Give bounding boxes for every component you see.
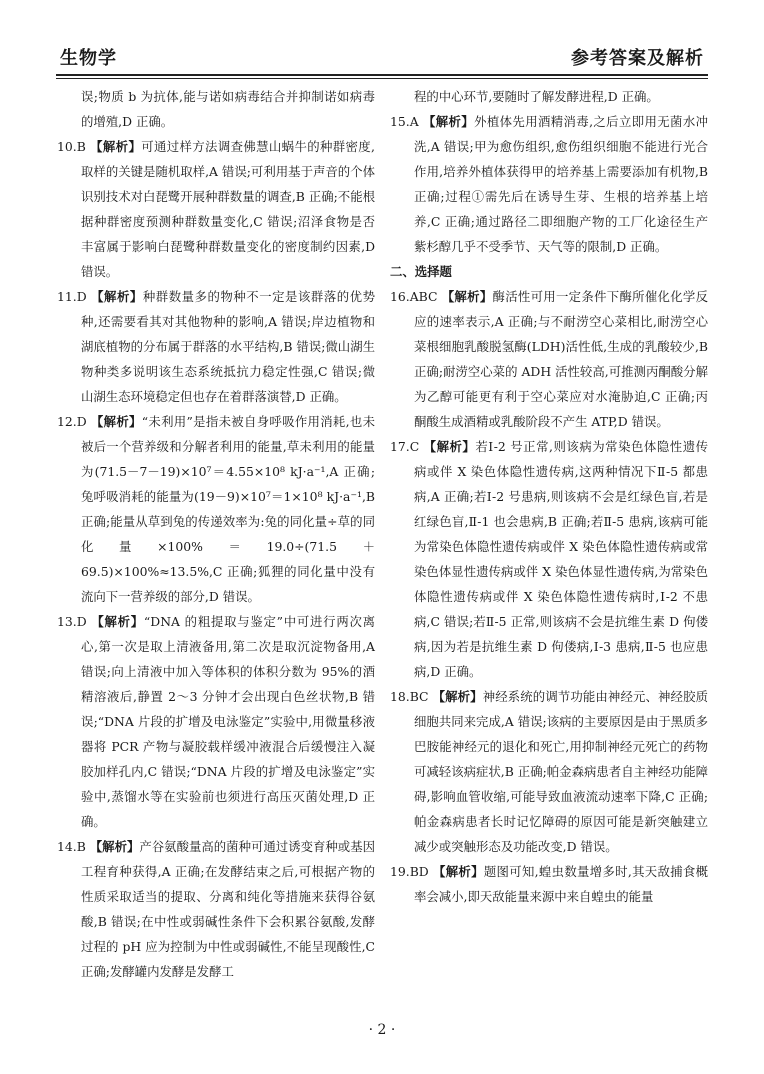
analysis-text: “DNA 的粗提取与鉴定”中可进行两次离心,第一次是取上清液备用,第二次是取沉淀物备用,A 错误;向上清液中加入等体积的体积分数为 95%的酒精溶液后,静置 2～3 分钟才会出现白色丝状物,B 错误;“DNA 片段的扩增及电泳鉴定”实验中,用微量移液器将 PCR 产物与凝胶载样缓冲液混合后缓慢注入凝胶加样孔内,C 错误;“DNA 片段的扩增及电泳鉴定”实验中,蒸馏水等在实验前也须进行高压灭菌处理,D 正确。 xyxy=(81,614,375,829)
answer-item xyxy=(57,609,375,834)
analysis-text: 产谷氨酸量高的菌种可通过诱变育种或基因工程育种获得,A 正确;在发酵结束之后,可根据产物的性质采取适当的提取、分离和纯化等措施来获得谷氨酸,B 错误;在中性或弱碱性条件下会积累谷氨酸,发酵过程的 pH 应为控制为中性或弱碱性,不能呈现酸性,C 正确;发酵罐内发酵是发酵工 xyxy=(81,839,375,979)
answer-number: 11.D xyxy=(57,289,87,304)
analysis-text: 酶活性可用一定条件下酶所催化化学反应的速率表示,A 正确;与不耐涝空心菜相比,耐涝空心菜根细胞乳酸脱氢酶(LDH)活性低,生成的乳酸较少,B 正确;耐涝空心菜的 ADH 活性较高,可推测丙酮酸分解为乙醇可能更有利于空心菜应对水淹胁迫,C 正确;丙酮酸生成酒精或乳酸阶段不产生 ATP,D 错误。 xyxy=(414,289,709,429)
analysis-text: 外植体先用酒精消毒,之后立即用无菌水冲洗,A 错误;甲为愈伤组织,愈伤组织细胞不能进行光合作用,培养外植体获得甲的培养基上需要添加有机物,B 正确;过程①需先后在诱导生芽、生根的培养基上培养,C 正确;通过路径二即细胞产物的工厂化途径生产紫杉醇几乎不受季节、天气等的限制,D 正确。 xyxy=(414,114,708,254)
answer-item xyxy=(57,834,375,984)
right-items-b xyxy=(390,284,708,909)
answer-item xyxy=(390,859,708,909)
analysis-text: 题图可知,蝗虫数量增多时,其天敌捕食概率会减小,即天敌能量来源中来自蝗虫的能量 xyxy=(414,864,708,904)
answer-number: 16.ABC xyxy=(390,289,438,304)
section-title: 参考答案及解析 xyxy=(571,48,704,69)
answer-item xyxy=(390,684,708,859)
analysis-tag: 【解析】 xyxy=(90,139,142,154)
answer-number: 17.C xyxy=(390,439,420,454)
answer-number: 18.BC xyxy=(390,689,429,704)
answer-item xyxy=(390,109,708,259)
answer-item xyxy=(57,134,375,284)
continued-text: 误;物质 b 为抗体,能与诺如病毒结合并抑制诺如病毒的增殖,D 正确。 xyxy=(81,89,375,129)
analysis-tag: 【解析】 xyxy=(433,864,484,879)
answer-number: 13.D xyxy=(57,614,87,629)
analysis-tag: 【解析】 xyxy=(90,414,142,429)
analysis-text: 种群数量多的物种不一定是该群落的优势种,还需要看其对其他物种的影响,A 错误;岸边植物和湖底植物的分布属于群落的水平结构,B 错误;微山湖生物种类多说明该生态系统抵抗力稳定性强,C 错误;微山湖生态环境稳定但也存在着群落演替,D 正确。 xyxy=(81,289,376,404)
answer-number: 10.B xyxy=(57,139,86,154)
left-column xyxy=(57,84,375,984)
analysis-tag: 【解析】 xyxy=(441,289,493,304)
analysis-text: 可通过样方法调查佛慧山蜗牛的种群密度,取样的关键是随机取样,A 错误;可利用基于声音的个体识别技术对白琵鹭开展种群数量的调查,B 正确;不能根据种群密度预测种群数量变化,C 错误;沼泽食物是否丰富属于影响白琵鹭种群数量变化的密度制约因素,D 错误。 xyxy=(81,139,375,279)
answer-number: 14.B xyxy=(57,839,86,854)
answer-item xyxy=(390,284,708,434)
section-heading: 二、选择题 xyxy=(390,264,452,279)
right-column xyxy=(390,84,708,909)
answer-number: 19.BD xyxy=(390,864,429,879)
analysis-tag: 【解析】 xyxy=(89,839,140,854)
answer-item xyxy=(57,284,375,409)
continued-text: 程的中心环节,要随时了解发酵进程,D 正确。 xyxy=(414,89,659,104)
analysis-text: 神经系统的调节功能由神经元、神经胶质细胞共同来完成,A 错误;该病的主要原因是由于黑质多巴胺能神经元的退化和死亡,用抑制神经元死亡的药物可减轻该病症状,B 正确;帕金森病患者自主神经功能障碍,影响血管收缩,可能导致血液流动速率下降,C 正确;帕金森病患者长时记忆障碍的原因可能是新突触建立减少或突触形态及功能改变,D 错误。 xyxy=(414,689,708,854)
page-header xyxy=(56,44,708,72)
answer-number: 12.D xyxy=(57,414,87,429)
analysis-text: 若Ⅰ-2 号正常,则该病为常染色体隐性遗传病或伴 X 染色体隐性遗传病,这两种情况下Ⅱ-5 都患病,A 正确;若Ⅰ-2 号患病,则该病不会是红绿色盲,若是红绿色盲,Ⅱ-1 也会患病,B 正确;若Ⅱ-5 患病,该病可能为常染色体隐性遗传病或伴 X 染色体隐性遗传病或常染色体显性遗传病或伴 X 染色体显性遗传病,为常染色体隐性遗传病或伴 X 染色体隐性遗传病时,Ⅰ-2 不患病,C 错误;若Ⅱ-5 正常,则该病不会是抗维生素 D 佝偻病,因为若是抗维生素 D 佝偻病,Ⅰ-3 患病,Ⅱ-5 也应患病,D 正确。 xyxy=(414,439,709,679)
header-rule-thin xyxy=(56,78,708,79)
analysis-tag: 【解析】 xyxy=(91,289,143,304)
analysis-text: “未利用”是指未被自身呼吸作用消耗,也未被后一个营养级和分解者利用的能量,草未利用的能量为(71.5－7－19)×10⁷＝4.55×10⁸ kJ·a⁻¹,A 正确;兔呼吸消耗的能量为(19－9)×10⁷＝1×10⁸ kJ·a⁻¹,B 正确;能量从草到兔的传递效率为:兔的同化量÷草的同化量×100%＝19.0÷(71.5＋69.5)×100%≈13.5%,C 正确;狐狸的同化量中没有流向下一营养级的部分,D 错误。 xyxy=(81,414,375,604)
left-items xyxy=(57,134,375,984)
page-number: · 2 · xyxy=(368,1022,396,1038)
subject-title: 生物学 xyxy=(60,48,117,69)
header-rule xyxy=(56,74,708,76)
answer-item xyxy=(57,409,375,609)
analysis-tag: 【解析】 xyxy=(423,439,476,454)
answer-item xyxy=(390,434,708,684)
analysis-tag: 【解析】 xyxy=(422,114,475,129)
analysis-tag: 【解析】 xyxy=(432,689,483,704)
right-items-a xyxy=(390,109,708,259)
answer-number: 15.A xyxy=(390,114,419,129)
analysis-tag: 【解析】 xyxy=(91,614,144,629)
